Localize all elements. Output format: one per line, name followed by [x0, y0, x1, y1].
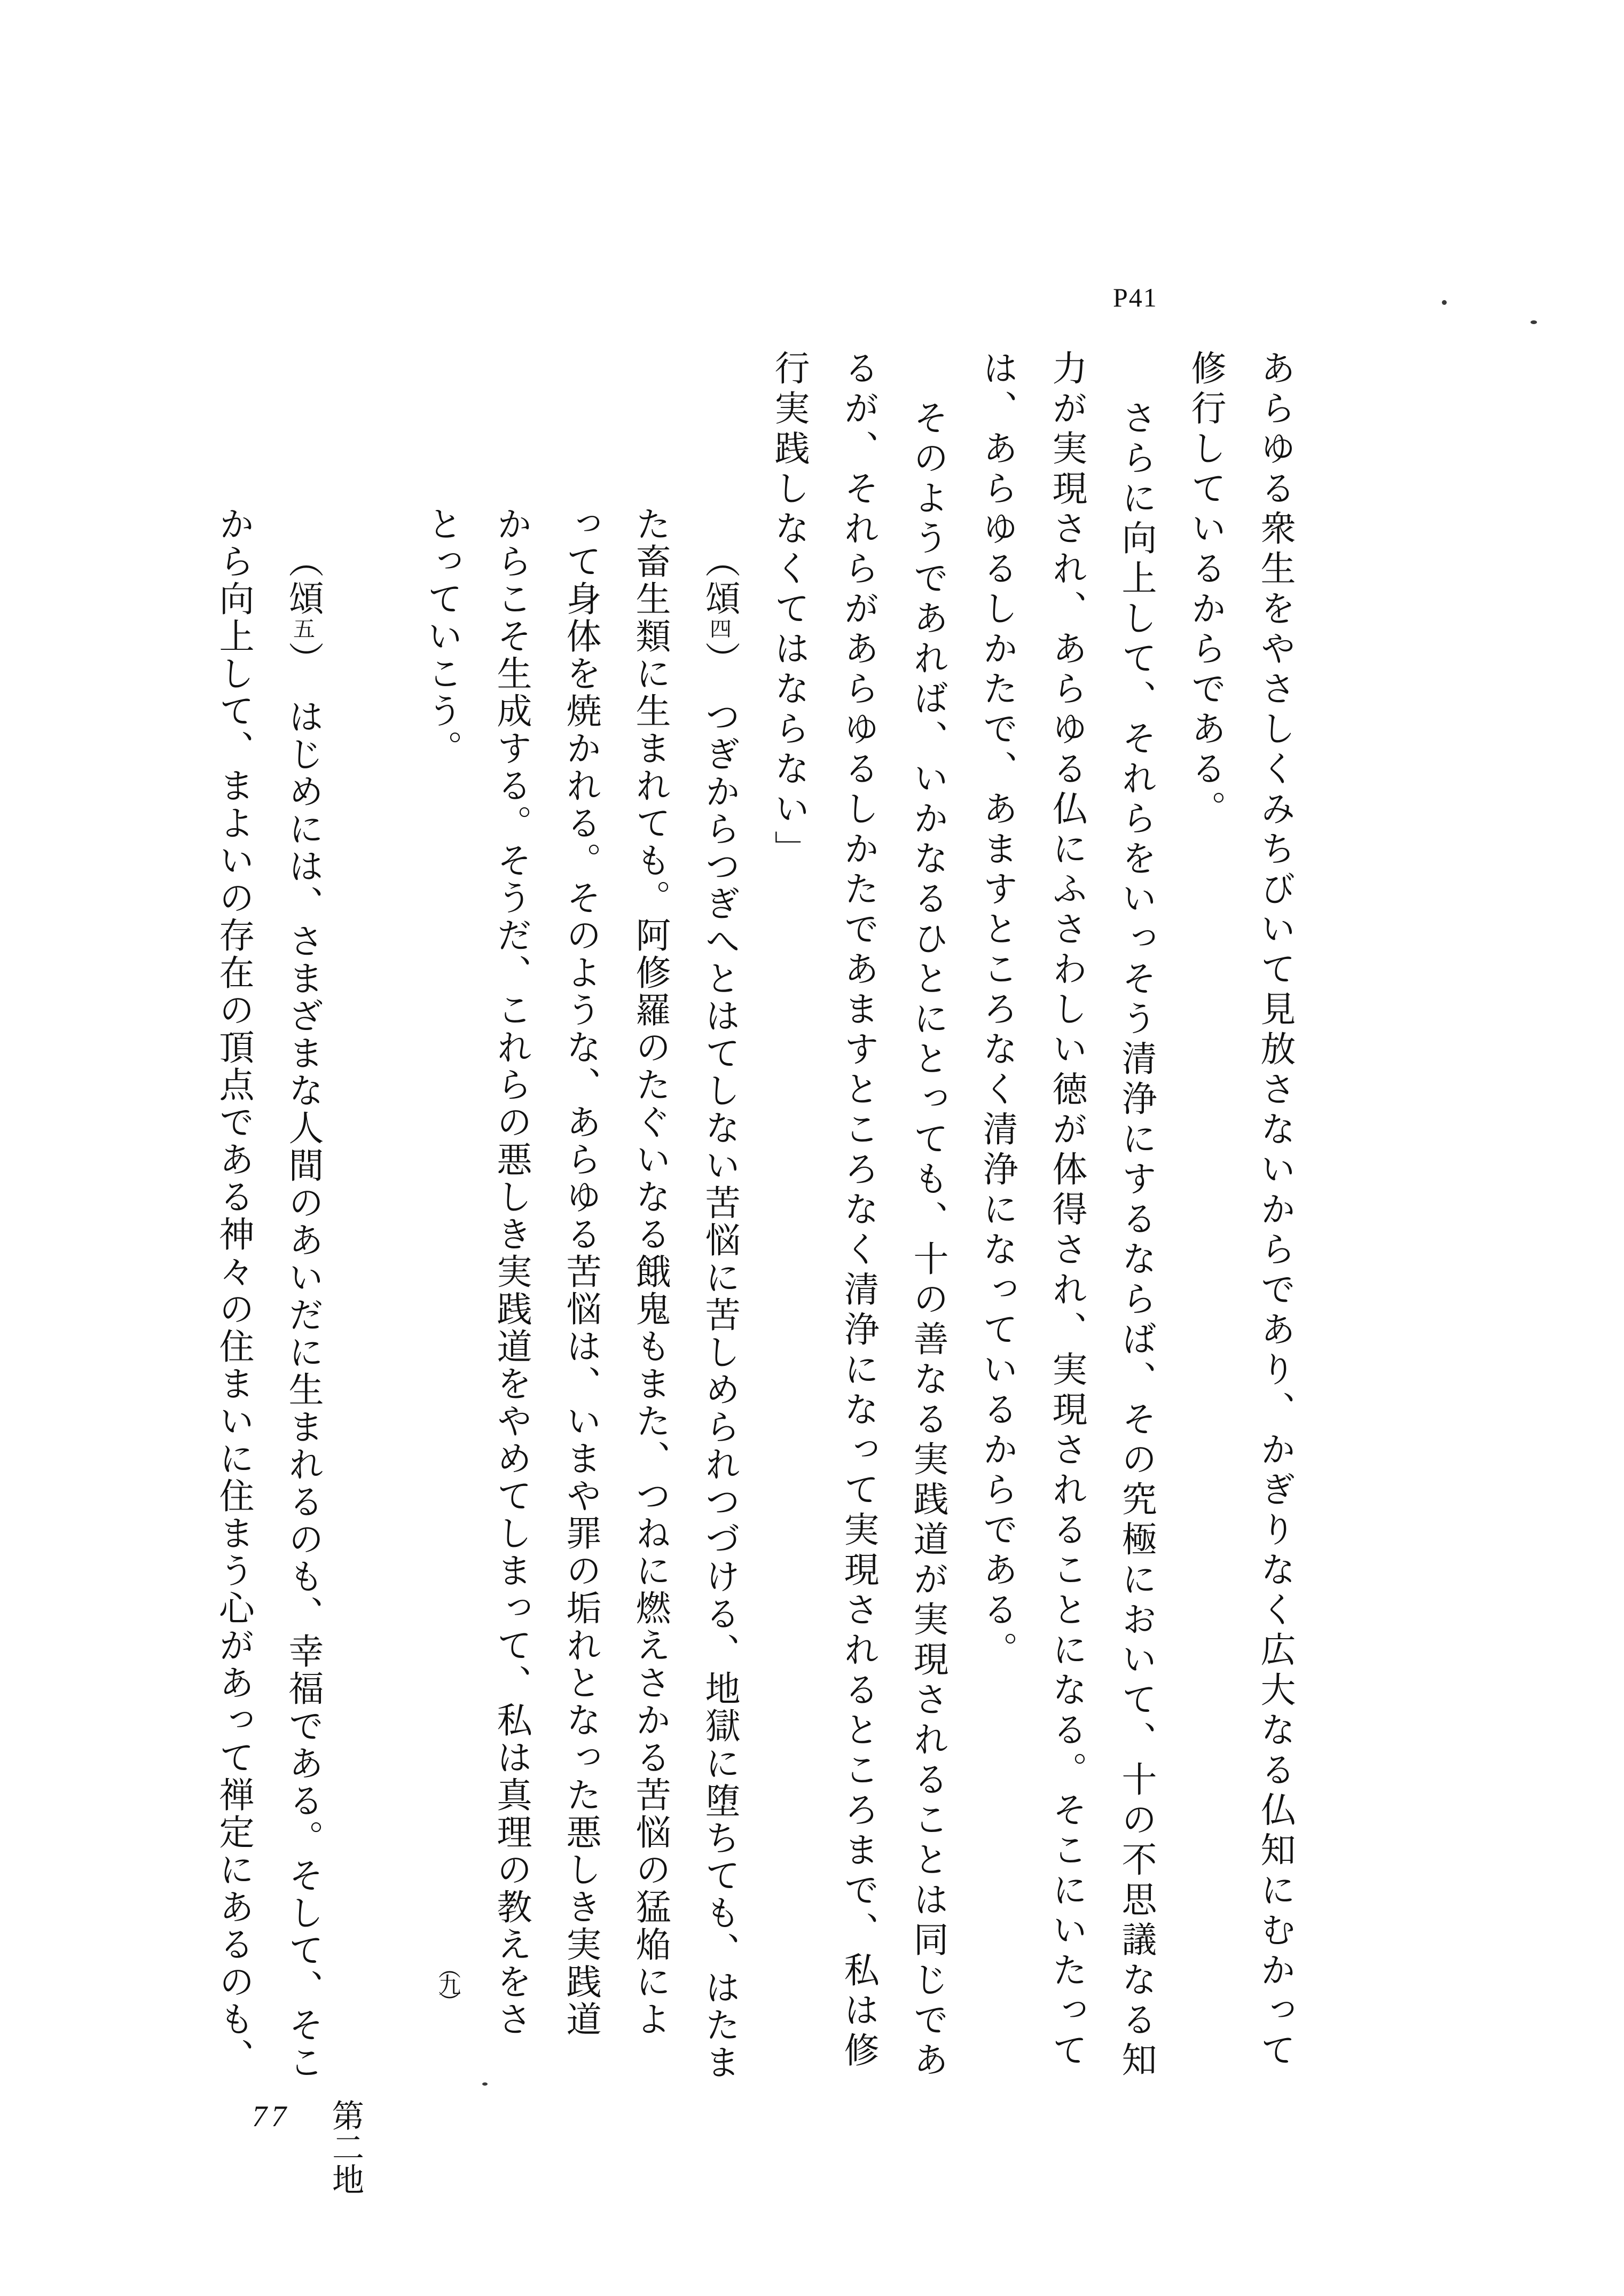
page-ref-label: P41: [1113, 282, 1158, 312]
text-column: そのようであれば、いかなるひとにとっても、十の善なる実践道が実現されることは同じであ: [908, 399, 947, 2081]
text-column: 修行しているからである。: [1186, 350, 1225, 830]
paren-close: ）: [700, 641, 739, 661]
verse-heading-column: [285, 542, 320, 2081]
text-column: は、あらゆるしかたで、あますところなく清浄になっているからである。: [977, 350, 1016, 1671]
paren-open: （: [283, 542, 322, 580]
text-column: るが、それらがあらゆるしかたであますところなく清浄になって実現されるところまで、私は修: [838, 350, 877, 2072]
text-column: 行実践しなくてはならない」: [769, 350, 808, 870]
text-column: とっていこう。: [422, 506, 461, 767]
scan-speck: [482, 2082, 488, 2086]
scan-speck: [1531, 320, 1537, 324]
verse-line-text: つぎからつぎへとはてしない苦悩に苦しめられつづける、地獄に堕ちても、はたま: [700, 698, 739, 2081]
verse-label-number: 四: [707, 617, 731, 641]
text-column: 力が実現され、あらゆる仏にふさわしい徳が体得され、実現されることになる。そこにいたって: [1047, 350, 1086, 2072]
paren-open: （: [700, 542, 739, 580]
stanza-number: （九）: [435, 1956, 460, 2008]
paren-close: ）: [283, 641, 322, 661]
page-number: 77: [252, 2100, 291, 2133]
text-column: から向上して、まよいの存在の頂点である神々の住まいに住まう心があって禅定にあるのも、: [214, 506, 253, 2075]
verse-label-number: 五: [290, 617, 315, 641]
verse-line-text: はじめには、さまざまな人間のあいだに生まれるのも、幸福である。そして、そこ: [283, 698, 322, 2081]
verse-label: 頌: [283, 580, 322, 617]
text-column: た畜生類に生まれても。阿修羅のたぐいなる餓鬼もまた、つねに燃えさかる苦悩の猛焔によ: [630, 506, 669, 2038]
scan-speck: [1442, 300, 1447, 305]
text-column: あらゆる衆生をやさしくみちびいて見放さないからであり、かぎりなく広大なる仏知にむかって: [1255, 350, 1294, 2072]
section-title: 第二地: [332, 2099, 380, 2198]
text-column: からこそ生成する。そうだ、これらの悪しき実践道をやめてしまって、私は真理の教えをさ: [491, 506, 530, 2038]
verse-heading-column: [700, 542, 739, 2081]
text-column: さらに向上して、それらをいっそう清浄にするならば、その究極において、十の不思議なる知: [1116, 399, 1155, 2081]
text-column: って身体を焼かれる。そのような、あらゆる苦悩は、いまや罪の垢れとなった悪しき実践道: [561, 506, 600, 2038]
verse-label: 頌: [700, 580, 739, 617]
